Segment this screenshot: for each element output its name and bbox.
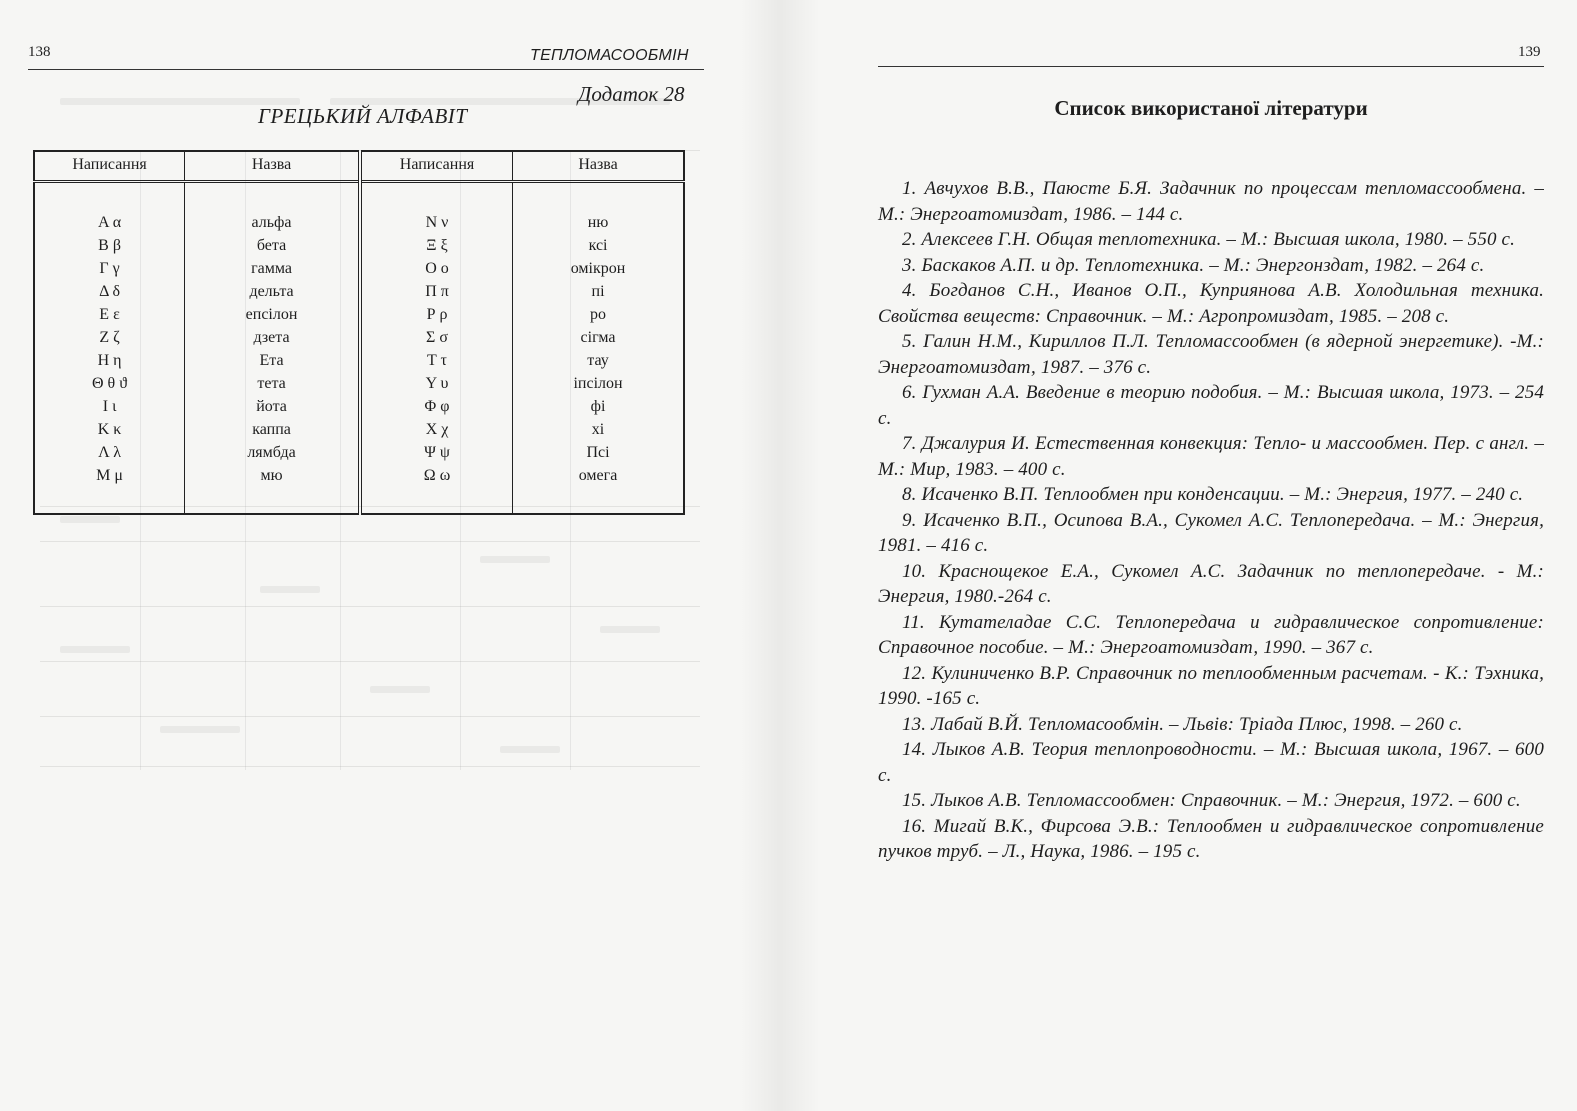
greek-alphabet-table	[33, 150, 685, 515]
table-row	[34, 280, 684, 303]
table-row	[34, 303, 684, 326]
table-header-row	[34, 151, 684, 182]
reference-item: 2. Алексеев Г.Н. Общая теплотехника. – М.: Высшая школа, 1980. – 550 с.	[902, 229, 1515, 250]
letter-cell: Α α	[34, 182, 185, 235]
table-row	[34, 441, 684, 464]
letter-cell: Ψ ψ	[360, 441, 513, 464]
header-rule-right	[878, 66, 1544, 67]
table-row	[34, 395, 684, 418]
letter-name-cell: омікрон	[570, 260, 626, 277]
reference-item: 6. Гухман А.А. Введение в теорию подобия. – М.: Высшая школа, 1973. – 254 с.	[878, 382, 1544, 429]
letter-cell: Ο ο	[360, 257, 513, 280]
column-header-name: Назва	[513, 151, 684, 182]
reference-item: 7. Джалурия И. Естественная конвекция: Тепло- и массообмен. Пер. с англ. – М.: Мир, 1983. – 400 с.	[878, 433, 1544, 480]
letter-name-cell: Псі	[586, 444, 610, 461]
letter-cell: Β β	[34, 234, 185, 257]
letter-name-cell: лямбда	[185, 441, 360, 464]
table-row	[34, 464, 684, 514]
table-row	[34, 182, 684, 235]
letter-cell: Ρ ρ	[360, 303, 513, 326]
letter-name-cell: мю	[185, 464, 360, 514]
letter-name-cell: іпсілон	[573, 375, 623, 392]
letter-name-cell: Ета	[185, 349, 360, 372]
letter-cell: Κ κ	[34, 418, 185, 441]
letter-name-cell: епсілон	[185, 303, 360, 326]
reference-item: 5. Галин Н.М., Кириллов П.Л. Тепломассообмен (в ядерной энергетике). -М.: Энергоатомиздат, 1987. – 376 с.	[878, 331, 1544, 378]
letter-name-cell: альфа	[185, 182, 360, 235]
table-row	[34, 349, 684, 372]
table-row	[34, 372, 684, 395]
header-rule-left	[28, 69, 704, 70]
letter-name-cell: ро	[590, 306, 607, 323]
book-gutter	[740, 0, 820, 1111]
letter-name-cell: тета	[185, 372, 360, 395]
reference-item: 16. Мигай В.К., Фирсова Э.В.: Теплообмен и гидравлическое сопротивление пучков труб. – Л., Наука, 1986. – 195 с.	[878, 815, 1544, 862]
table-row	[34, 326, 684, 349]
letter-cell: Θ θ ϑ	[34, 372, 185, 395]
letter-cell: Τ τ	[360, 349, 513, 372]
letter-cell: Δ δ	[34, 280, 185, 303]
bibliography-title: Список використаної літератури	[1054, 96, 1368, 120]
letter-name-cell: каппа	[185, 418, 360, 441]
letter-name-cell: сігма	[580, 329, 616, 346]
reference-item: 3. Баскаков А.П. и др. Теплотехника. – М.: Энергонздат, 1982. – 264 с.	[902, 254, 1485, 276]
letter-name-cell: ню	[587, 214, 609, 231]
letter-name-cell: хі	[591, 421, 605, 438]
running-head: ТЕПЛОМАСООБМІН	[530, 47, 689, 64]
table-row	[34, 257, 684, 280]
letter-name-cell: пі	[591, 283, 605, 300]
letter-name-cell: дзета	[185, 326, 360, 349]
column-header-name: Назва	[185, 151, 360, 182]
reference-item: 10. Краснощекое Е.А., Сукомел А.С. Задачник по теплопередаче. - М.: Энергия, 1980.-264 с.	[878, 560, 1544, 607]
greek-alphabet-title: ГРЕЦЬКИЙ АЛФАВІТ	[258, 104, 468, 128]
letter-name-cell: бета	[185, 234, 360, 257]
letter-cell: Ω ω	[360, 464, 513, 514]
letter-cell: Ε ε	[34, 303, 185, 326]
letter-name-cell: йота	[185, 395, 360, 418]
letter-cell: Η η	[34, 349, 185, 372]
page-number-right: 139	[1518, 44, 1541, 60]
letter-cell: Χ χ	[360, 418, 513, 441]
letter-cell: Π π	[360, 280, 513, 303]
letter-cell: Υ υ	[360, 372, 513, 395]
letter-name-cell: дельта	[185, 280, 360, 303]
letter-cell: Ν ν	[360, 182, 513, 235]
column-header-writing: Написання	[360, 151, 513, 182]
table-row	[34, 234, 684, 257]
column-header-writing: Написання	[34, 151, 185, 182]
reference-item: 8. Исаченко В.П. Теплообмен при конденсации. – М.: Энергия, 1977. – 240 с.	[902, 484, 1524, 505]
appendix-label: Додаток 28	[578, 82, 685, 106]
reference-item: 9. Исаченко В.П., Осипова В.А., Сукомел А.С. Теплопередача. – М.: Энергия, 1981. – 416 с.	[878, 509, 1544, 556]
reference-item: 15. Лыков А.В. Тепломассообмен: Справочник. – М.: Энергия, 1972. – 600 с.	[902, 790, 1521, 811]
letter-cell: Ι ι	[34, 395, 185, 418]
letter-name-cell: фі	[590, 398, 606, 415]
reference-item: 1. Авчухов В.В., Паюсте Б.Я. Задачник по процессам тепломассообмена. – М.: Энергоатомиздат, 1986. – 144 с.	[878, 178, 1544, 225]
page-number-left: 138	[28, 44, 51, 60]
reference-item: 12. Кулиниченко В.Р. Справочник по теплообменным расчетам. - К.: Тэхника, 1990. -165 с.	[878, 662, 1544, 709]
letter-cell: Φ φ	[360, 395, 513, 418]
letter-cell: Μ μ	[34, 464, 185, 514]
letter-cell: Ξ ξ	[360, 234, 513, 257]
letter-cell: Γ γ	[34, 257, 185, 280]
letter-name-cell: тау	[587, 352, 609, 369]
letter-name-cell: ксі	[588, 237, 608, 254]
letter-cell: Λ λ	[34, 441, 185, 464]
letter-name-cell: гамма	[185, 257, 360, 280]
letter-cell: Ζ ζ	[34, 326, 185, 349]
letter-cell: Σ σ	[360, 326, 513, 349]
reference-item: 4. Богданов С.Н., Иванов О.П., Куприянова А.В. Холодильная техника. Свойства веществ: Справочник. – М.: Агропромиздат, 1985. – 208 с.	[878, 280, 1544, 327]
letter-name-cell: омега	[578, 467, 618, 484]
reference-item: 13. Лабай В.Й. Тепломасообмін. – Львів: Тріада Плюс, 1998. – 260 с.	[902, 713, 1463, 735]
reference-item: 14. Лыков А.В. Теория теплопроводности. – М.: Высшая школа, 1967. – 600 с.	[878, 739, 1544, 786]
reference-item: 11. Кутателадае С.С. Теплопередача и гидравлическое сопротивление: Справочное пособие. – М.: Энергоатомиздат, 1990. – 367 с.	[878, 611, 1544, 658]
bibliography-list	[878, 176, 1544, 865]
table-row	[34, 418, 684, 441]
